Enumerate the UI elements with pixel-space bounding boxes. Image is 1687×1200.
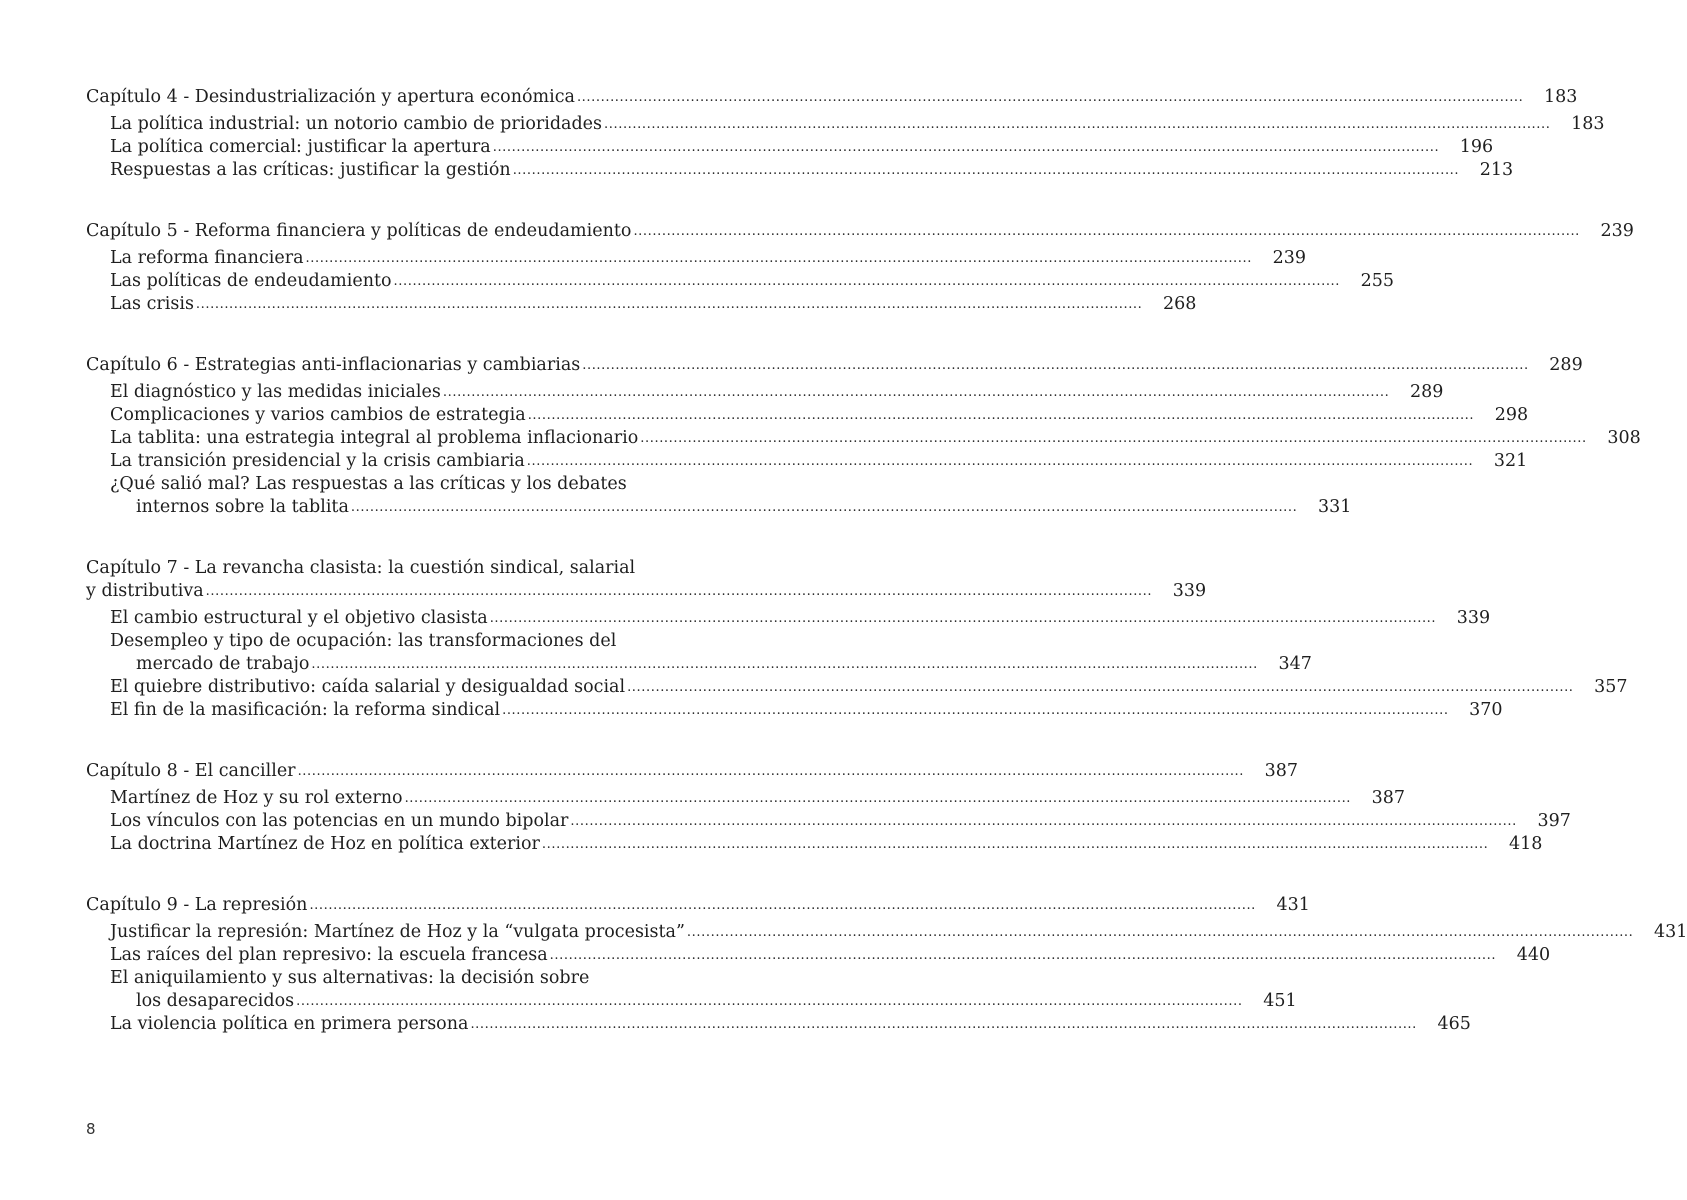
dot-leader: ........................................................................................................................................................................................................ [195, 297, 1143, 312]
section-title: El cambio estructural y el objetivo clasista [110, 608, 488, 628]
page-number: 370 [1469, 700, 1503, 720]
page-number: 308 [1607, 428, 1641, 448]
page-number: 239 [1272, 248, 1306, 268]
toc-section-entry[interactable] [86, 607, 1491, 630]
section-title-line-2: internos sobre la tablita [136, 497, 349, 517]
chapter-title: Capítulo 9 - La represión [86, 895, 308, 915]
chapter-5 [86, 220, 1634, 316]
dot-leader: ........................................................................................................................................................................................................ [527, 408, 1475, 423]
page-folio: 8 [86, 1120, 96, 1138]
page-number: 397 [1537, 811, 1571, 831]
toc-section-entry[interactable] [86, 113, 1605, 136]
section-title: Las políticas de endeudamiento [110, 271, 392, 291]
dot-leader: ........................................................................................................................................................................................................ [541, 837, 1489, 852]
dot-leader: ........................................................................................................................................................................................................ [570, 814, 1517, 829]
chapter-6 [86, 354, 1641, 519]
page-number: 387 [1264, 761, 1299, 781]
page-number: 289 [1409, 382, 1444, 402]
toc-section-entry[interactable] [86, 1013, 1471, 1036]
chapter-4 [86, 86, 1605, 182]
section-title: Complicaciones y varios cambios de estrategia [110, 405, 526, 425]
page-number: 339 [1172, 581, 1207, 601]
page-number: 347 [1278, 654, 1312, 674]
toc-section-entry[interactable] [86, 159, 1514, 182]
page-number: 465 [1437, 1014, 1471, 1034]
section-title: Los vínculos con las potencias en un mundo bipolar [110, 811, 569, 831]
toc-section-entry[interactable] [86, 833, 1543, 856]
section-title: El quiebre distributivo: caída salarial y desigualdad social [110, 677, 626, 697]
page-number: 440 [1516, 945, 1551, 965]
dot-leader: ........................................................................................................................................................................................................ [297, 764, 1245, 779]
dot-leader: ........................................................................................................................................................................................................ [492, 140, 1440, 155]
dot-leader: ........................................................................................................................................................................................................ [311, 657, 1258, 672]
page-number: 298 [1494, 405, 1529, 425]
section-title: La política comercial: justificar la apertura [110, 137, 491, 157]
page-number: 213 [1479, 160, 1514, 180]
section-title: La transición presidencial y la crisis cambiaria [110, 451, 525, 471]
page-number: 183 [1571, 114, 1605, 134]
toc-chapter-entry[interactable] [86, 580, 1207, 603]
dot-leader: ........................................................................................................................................................................................................ [470, 1017, 1417, 1032]
page-number: 183 [1544, 87, 1578, 107]
page-number: 196 [1459, 137, 1494, 157]
toc-section-entry[interactable] [86, 653, 1312, 676]
toc-chapter-entry[interactable] [86, 894, 1310, 917]
dot-leader: ........................................................................................................................................................................................................ [502, 703, 1449, 718]
toc-section-entry[interactable] [86, 787, 1406, 810]
toc-section-entry[interactable] [86, 699, 1503, 722]
section-title: La política industrial: un notorio cambio de prioridades [110, 114, 603, 134]
dot-leader: ........................................................................................................................................................................................................ [350, 500, 1298, 515]
toc-chapter-entry[interactable] [86, 354, 1583, 377]
toc-section-entry[interactable] [86, 381, 1444, 404]
section-title: Respuestas a las críticas: justificar la gestión [110, 160, 511, 180]
section-title-line-2: mercado de trabajo [136, 654, 310, 674]
section-title: La violencia política en primera persona [110, 1014, 469, 1034]
chapter-7 [86, 557, 1628, 722]
page-number: 239 [1600, 221, 1634, 241]
page-number: 357 [1594, 677, 1628, 697]
page-number: 339 [1456, 608, 1491, 628]
page-number: 451 [1263, 991, 1297, 1011]
section-title-line-1[interactable]: ¿Qué salió mal? Las respuestas a las críticas y los debates [110, 474, 627, 494]
dot-leader: ........................................................................................................................................................................................................ [305, 251, 1252, 266]
page-number: 387 [1371, 788, 1406, 808]
dot-leader: ........................................................................................................................................................................................................ [309, 898, 1256, 913]
chapter-title: Capítulo 4 - Desindustrialización y apertura económica [86, 87, 575, 107]
dot-leader: ........................................................................................................................................................................................................ [633, 224, 1580, 239]
page-number: 255 [1360, 271, 1395, 291]
toc-chapter-entry[interactable] [86, 220, 1634, 243]
section-title-line-1[interactable]: El aniquilamiento y sus alternativas: la decisión sobre [110, 968, 590, 988]
dot-leader: ........................................................................................................................................................................................................ [296, 994, 1243, 1009]
dot-leader: ........................................................................................................................................................................................................ [489, 611, 1437, 626]
page-number: 289 [1549, 355, 1583, 375]
chapter-9 [86, 894, 1687, 1036]
section-title: La doctrina Martínez de Hoz en política exterior [110, 834, 540, 854]
chapter-title-line-2: y distributiva [86, 581, 204, 601]
toc-section-entry[interactable] [86, 136, 1494, 159]
dot-leader: ........................................................................................................................................................................................................ [627, 680, 1574, 695]
toc-section-entry[interactable] [86, 247, 1306, 270]
section-title: El diagnóstico y las medidas iniciales [110, 382, 441, 402]
dot-leader: ........................................................................................................................................................................................................ [549, 948, 1497, 963]
toc-section-entry[interactable] [86, 810, 1571, 833]
toc-section-entry[interactable] [86, 270, 1395, 293]
dot-leader: ........................................................................................................................................................................................................ [404, 791, 1352, 806]
page-number: 418 [1508, 834, 1543, 854]
toc-section-entry[interactable] [86, 676, 1628, 699]
chapter-title: Capítulo 6 - Estrategias anti-inflacionarias y cambiarias [86, 355, 581, 375]
toc-section-entry[interactable] [86, 404, 1529, 427]
toc-chapter-entry[interactable] [86, 86, 1578, 109]
page-number: 431 [1276, 895, 1310, 915]
section-title: La tablita: una estrategia integral al problema inflacionario [110, 428, 639, 448]
dot-leader: ........................................................................................................................................................................................................ [576, 90, 1524, 105]
section-title: El fin de la masificación: la reforma sindical [110, 700, 501, 720]
chapter-8 [86, 760, 1571, 856]
section-title-line-1[interactable]: Desempleo y tipo de ocupación: las transformaciones del [110, 631, 617, 651]
toc-section-entry[interactable] [86, 427, 1641, 450]
toc-section-entry[interactable] [86, 496, 1352, 519]
dot-leader: ........................................................................................................................................................................................................ [205, 584, 1153, 599]
table-of-contents [86, 86, 1687, 1074]
section-title: Las raíces del plan represivo: la escuela francesa [110, 945, 548, 965]
dot-leader: ........................................................................................................................................................................................................ [526, 454, 1474, 469]
section-title: Martínez de Hoz y su rol externo [110, 788, 403, 808]
toc-section-entry[interactable] [86, 990, 1297, 1013]
dot-leader: ........................................................................................................................................................................................................ [442, 385, 1390, 400]
dot-leader: ........................................................................................................................................................................................................ [582, 358, 1529, 373]
dot-leader: ........................................................................................................................................................................................................ [393, 274, 1341, 289]
section-title: La reforma financiera [110, 248, 304, 268]
toc-section-entry[interactable] [86, 293, 1197, 316]
chapter-title: Capítulo 5 - Reforma financiera y políticas de endeudamiento [86, 221, 632, 241]
toc-section-entry[interactable] [86, 450, 1528, 473]
page-number: 268 [1162, 294, 1197, 314]
section-title-line-2: los desaparecidos [136, 991, 295, 1011]
toc-section-entry[interactable] [86, 921, 1687, 944]
dot-leader: ........................................................................................................................................................................................................ [640, 431, 1587, 446]
page-number: 321 [1493, 451, 1528, 471]
dot-leader: ........................................................................................................................................................................................................ [686, 925, 1634, 940]
dot-leader: ........................................................................................................................................................................................................ [604, 117, 1551, 132]
toc-section-entry[interactable] [86, 944, 1551, 967]
chapter-title: Capítulo 8 - El canciller [86, 761, 296, 781]
chapter-title-line-1[interactable]: Capítulo 7 - La revancha clasista: la cuestión sindical, salarial [86, 558, 636, 578]
page-number: 331 [1317, 497, 1352, 517]
dot-leader: ........................................................................................................................................................................................................ [512, 163, 1460, 178]
section-title: Justificar la represión: Martínez de Hoz y la “vulgata procesista” [110, 922, 685, 942]
page-number: 431 [1653, 922, 1687, 942]
toc-chapter-entry[interactable] [86, 760, 1299, 783]
section-title: Las crisis [110, 294, 194, 314]
